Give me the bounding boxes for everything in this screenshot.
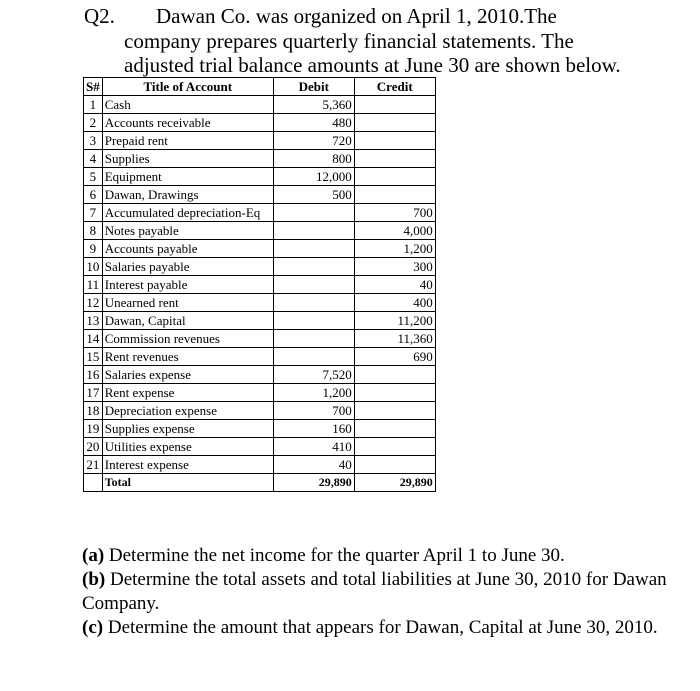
- row-serial: 4: [84, 150, 103, 168]
- row-credit: [354, 384, 435, 402]
- total-serial-cell: [84, 474, 103, 492]
- row-serial: 18: [84, 402, 103, 420]
- trial-balance-table: [83, 77, 436, 492]
- row-debit: [273, 276, 354, 294]
- row-credit: [354, 438, 435, 456]
- task-c: [82, 616, 682, 640]
- table-row: [84, 258, 436, 276]
- row-serial: 21: [84, 456, 103, 474]
- task-c-label: (c): [82, 617, 104, 638]
- total-row: [84, 474, 436, 492]
- row-debit: [273, 330, 354, 348]
- row-account-title: Commission revenues: [102, 330, 273, 348]
- table-row: [84, 384, 436, 402]
- row-debit: 12,000: [273, 168, 354, 186]
- row-account-title: Rent revenues: [102, 348, 273, 366]
- question-text-line-1: Dawan Co. was organized on April 1, 2010.The: [156, 4, 557, 28]
- row-credit: [354, 402, 435, 420]
- row-account-title: Accumulated depreciation-Eq: [102, 204, 273, 222]
- row-debit: [273, 258, 354, 276]
- row-credit: [354, 132, 435, 150]
- row-account-title: Supplies: [102, 150, 273, 168]
- row-credit: [354, 168, 435, 186]
- table-row: [84, 168, 436, 186]
- row-debit: [273, 312, 354, 330]
- row-debit: 7,520: [273, 366, 354, 384]
- row-credit: [354, 420, 435, 438]
- row-credit: 690: [354, 348, 435, 366]
- total-credit: 29,890: [354, 474, 435, 492]
- table-row: [84, 420, 436, 438]
- table-header-row: [84, 78, 436, 96]
- row-serial: 15: [84, 348, 103, 366]
- row-account-title: Interest expense: [102, 456, 273, 474]
- row-debit: [273, 294, 354, 312]
- total-debit: 29,890: [273, 474, 354, 492]
- row-serial: 3: [84, 132, 103, 150]
- task-a-text: Determine the net income for the quarter April 1 to June 30.: [104, 545, 565, 566]
- table-row: [84, 294, 436, 312]
- row-debit: [273, 222, 354, 240]
- table-row: [84, 114, 436, 132]
- row-serial: 14: [84, 330, 103, 348]
- row-credit: 400: [354, 294, 435, 312]
- row-serial: 5: [84, 168, 103, 186]
- table-row: [84, 222, 436, 240]
- table-row: [84, 312, 436, 330]
- row-serial: 7: [84, 204, 103, 222]
- table-row: [84, 186, 436, 204]
- row-account-title: Salaries expense: [102, 366, 273, 384]
- task-b: [82, 568, 682, 616]
- row-debit: 700: [273, 402, 354, 420]
- row-account-title: Rent expense: [102, 384, 273, 402]
- header-title: Title of Account: [102, 78, 273, 96]
- row-serial: 13: [84, 312, 103, 330]
- row-credit: [354, 114, 435, 132]
- table-row: [84, 150, 436, 168]
- task-b-label: (b): [82, 569, 106, 590]
- row-credit: [354, 96, 435, 114]
- row-account-title: Dawan, Capital: [102, 312, 273, 330]
- row-debit: 410: [273, 438, 354, 456]
- task-a-label: (a): [82, 545, 105, 566]
- table-row: [84, 132, 436, 150]
- row-debit: 1,200: [273, 384, 354, 402]
- table-row: [84, 438, 436, 456]
- row-debit: 5,360: [273, 96, 354, 114]
- table-row: [84, 96, 436, 114]
- row-debit: [273, 204, 354, 222]
- row-serial: 16: [84, 366, 103, 384]
- row-credit: [354, 186, 435, 204]
- row-account-title: Cash: [102, 96, 273, 114]
- row-account-title: Dawan, Drawings: [102, 186, 273, 204]
- row-credit: 11,360: [354, 330, 435, 348]
- row-serial: 20: [84, 438, 103, 456]
- row-account-title: Accounts receivable: [102, 114, 273, 132]
- row-account-title: Depreciation expense: [102, 402, 273, 420]
- row-debit: 800: [273, 150, 354, 168]
- table-row: [84, 366, 436, 384]
- table-row: [84, 240, 436, 258]
- table-row: [84, 330, 436, 348]
- task-b-text: Determine the total assets and total liabilities at June 30, 2010 for Dawan Company.: [82, 569, 667, 614]
- row-debit: 500: [273, 186, 354, 204]
- row-debit: 40: [273, 456, 354, 474]
- row-credit: 40: [354, 276, 435, 294]
- row-debit: 720: [273, 132, 354, 150]
- row-serial: 19: [84, 420, 103, 438]
- row-account-title: Accounts payable: [102, 240, 273, 258]
- row-credit: 4,000: [354, 222, 435, 240]
- question-text-line-2: company prepares quarterly financial statements. The: [124, 29, 574, 53]
- row-serial: 11: [84, 276, 103, 294]
- header-serial: S#: [84, 78, 103, 96]
- table-row: [84, 204, 436, 222]
- row-credit: 1,200: [354, 240, 435, 258]
- row-credit: 11,200: [354, 312, 435, 330]
- row-debit: [273, 348, 354, 366]
- task-a: [82, 544, 682, 568]
- row-serial: 17: [84, 384, 103, 402]
- table-body: [84, 96, 436, 474]
- row-debit: 160: [273, 420, 354, 438]
- question-number: Q2.: [84, 4, 115, 28]
- row-account-title: Equipment: [102, 168, 273, 186]
- header-debit: Debit: [273, 78, 354, 96]
- row-account-title: Notes payable: [102, 222, 273, 240]
- task-list: [82, 544, 682, 640]
- row-account-title: Prepaid rent: [102, 132, 273, 150]
- header-credit: Credit: [354, 78, 435, 96]
- row-serial: 6: [84, 186, 103, 204]
- table-row: [84, 276, 436, 294]
- row-serial: 2: [84, 114, 103, 132]
- row-debit: 480: [273, 114, 354, 132]
- row-serial: 8: [84, 222, 103, 240]
- row-serial: 10: [84, 258, 103, 276]
- table-row: [84, 348, 436, 366]
- row-serial: 12: [84, 294, 103, 312]
- table-row: [84, 456, 436, 474]
- row-account-title: Salaries payable: [102, 258, 273, 276]
- row-debit: [273, 240, 354, 258]
- row-account-title: Unearned rent: [102, 294, 273, 312]
- row-serial: 1: [84, 96, 103, 114]
- row-serial: 9: [84, 240, 103, 258]
- row-account-title: Utilities expense: [102, 438, 273, 456]
- row-account-title: Interest payable: [102, 276, 273, 294]
- row-credit: [354, 150, 435, 168]
- row-credit: [354, 366, 435, 384]
- row-credit: 700: [354, 204, 435, 222]
- question-text-line-3: adjusted trial balance amounts at June 30 are shown below.: [124, 53, 621, 77]
- row-credit: [354, 456, 435, 474]
- table-row: [84, 402, 436, 420]
- task-c-text: Determine the amount that appears for Dawan, Capital at June 30, 2010.: [103, 617, 658, 638]
- total-label: Total: [102, 474, 273, 492]
- row-account-title: Supplies expense: [102, 420, 273, 438]
- row-credit: 300: [354, 258, 435, 276]
